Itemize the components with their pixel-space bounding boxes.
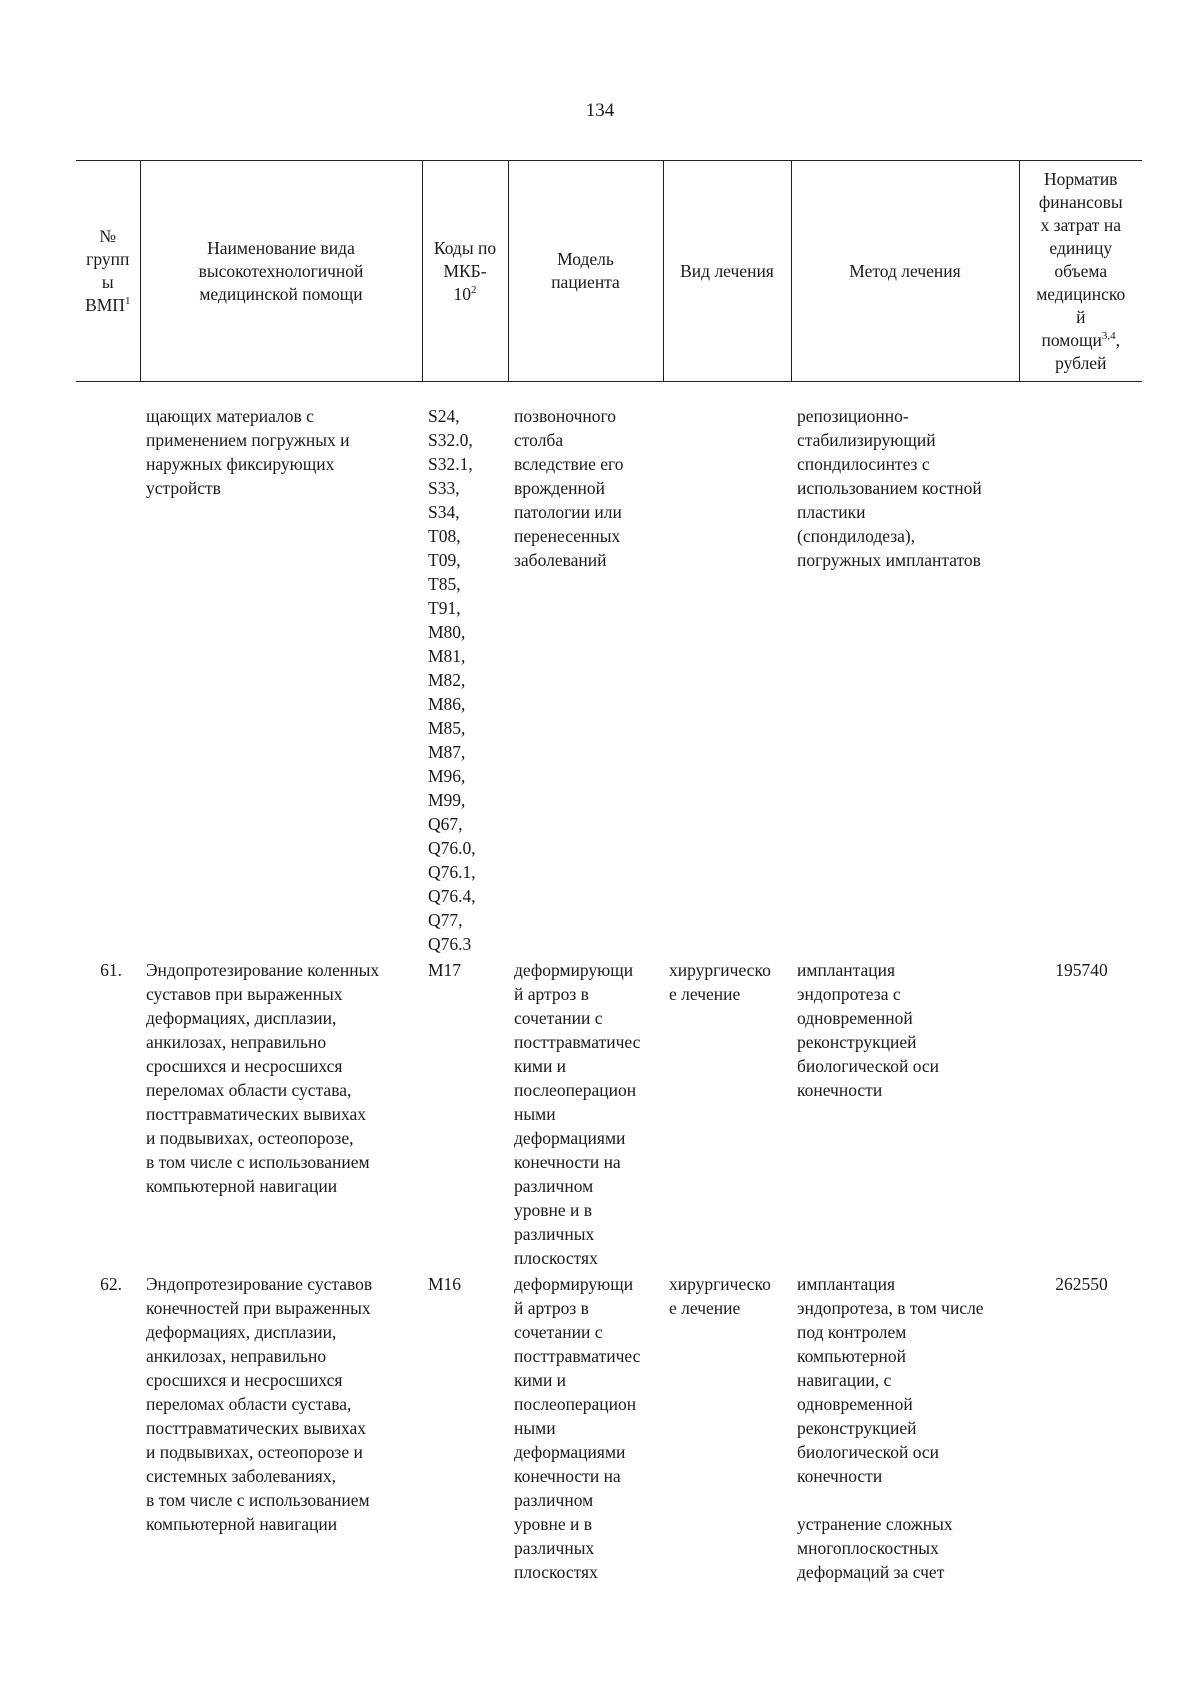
- treatment-method-line: эндопротеза, в том числе: [797, 1298, 984, 1318]
- treatment-type-cell: [663, 956, 791, 1270]
- patient-model-line: врожденной: [514, 478, 605, 498]
- icd-codes-line: S32.1,: [428, 454, 473, 474]
- patient-model-line: ными: [514, 1418, 556, 1438]
- icd-codes-line: M81,: [428, 646, 466, 666]
- care-type-name-cell: [140, 956, 422, 1270]
- icd-codes-line: T91,: [428, 598, 461, 618]
- icd-codes-line: S34,: [428, 502, 460, 522]
- footnote-mark: 2: [471, 283, 477, 296]
- icd-codes-cell: [422, 1270, 508, 1584]
- header-line: групп: [86, 249, 130, 269]
- care-type-name-line: деформациях, дисплазии,: [146, 1322, 337, 1342]
- header-line: й: [1076, 306, 1086, 327]
- care-type-name-line: анкилозах, неправильно: [146, 1346, 327, 1366]
- treatment-type-line: хирургическо: [669, 1274, 771, 1294]
- care-type-name-cell: [140, 382, 422, 957]
- patient-model-cell: [508, 382, 663, 957]
- treatment-method-line: использованием костной: [797, 478, 982, 498]
- treatment-method-line: эндопротеза с: [797, 984, 901, 1004]
- header-line: Модель: [557, 249, 614, 269]
- patient-model-line: ными: [514, 1104, 556, 1124]
- header-line: пациента: [551, 272, 620, 292]
- care-type-name-line: конечностей при выраженных: [146, 1298, 371, 1318]
- care-type-name-line: компьютерной навигации: [146, 1176, 338, 1196]
- header-line: ВМП$^1$: [85, 295, 131, 315]
- care-type-name-line: в том числе с использованием: [146, 1152, 370, 1172]
- icd-codes-line: M80,: [428, 622, 466, 642]
- treatment-method-line: реконструкцией: [797, 1032, 917, 1052]
- patient-model-line: различном: [514, 1176, 594, 1196]
- cost-standard-cell: [1019, 1270, 1142, 1584]
- header-line: Коды по: [433, 237, 497, 258]
- patient-model-line: заболеваний: [514, 550, 607, 570]
- care-type-name-line: и подвывихах, остеопорозе и: [146, 1442, 363, 1462]
- treatment-method-line: одновременной: [797, 1394, 913, 1414]
- treatment-method-line: спондилосинтез с: [797, 454, 930, 474]
- patient-model-line: различных: [514, 1224, 595, 1244]
- header-icd-codes: [422, 161, 508, 382]
- table-row: [76, 956, 1142, 1270]
- care-type-name-line: переломах области сустава,: [146, 1394, 352, 1414]
- patient-model-cell: [508, 956, 663, 1270]
- treatment-type-line: е лечение: [669, 1298, 741, 1318]
- care-type-name-line: сросшихся и несросшихся: [146, 1370, 343, 1390]
- icd-codes-line: M82,: [428, 670, 466, 690]
- patient-model-line: деформирующи: [514, 1274, 634, 1294]
- treatment-method-line: деформаций за счет: [797, 1562, 945, 1582]
- header-line: Наименование вида: [207, 237, 355, 258]
- cost-standard-value: 195740: [1055, 960, 1108, 980]
- table-row: [76, 382, 1142, 957]
- patient-model-line: уровне и в: [514, 1200, 593, 1220]
- patient-model-cell: [508, 1270, 663, 1584]
- treatment-method-line: реконструкцией: [797, 1418, 917, 1438]
- cost-standard-value: 262550: [1055, 1274, 1108, 1294]
- page-number: 134: [585, 100, 615, 121]
- header-line: высокотехнологичной: [198, 260, 364, 281]
- treatment-method-line: компьютерной: [797, 1346, 906, 1366]
- treatment-method-line: имплантация: [797, 960, 896, 980]
- patient-model-line: столба: [514, 430, 564, 450]
- care-type-name-line: посттравматических вывихах: [146, 1418, 367, 1438]
- treatment-method-line: навигации, с: [797, 1370, 892, 1390]
- treatment-type-cell: [663, 1270, 791, 1584]
- header-line: Метод лечения: [849, 260, 961, 281]
- icd-codes-line: M17: [428, 960, 462, 980]
- group-number-value: 62.: [100, 1274, 122, 1294]
- patient-model-line: перенесенных: [514, 526, 621, 546]
- group-number-cell: [76, 1270, 140, 1584]
- icd-codes-line: M99,: [428, 790, 466, 810]
- care-type-name-line: суставов при выраженных: [146, 984, 343, 1004]
- treatment-method-line: биологической оси: [797, 1056, 940, 1076]
- treatment-method-line: многоплоскостных: [797, 1538, 939, 1558]
- header-line: рублей: [1055, 352, 1107, 373]
- treatment-type-line: хирургическо: [669, 960, 771, 980]
- icd-codes-line: S24,: [428, 406, 460, 426]
- patient-model-line: конечности на: [514, 1466, 621, 1486]
- icd-codes-line: Q76.4,: [428, 886, 476, 906]
- icd-codes-line: Q76.0,: [428, 838, 476, 858]
- cost-standard-cell: [1019, 382, 1142, 957]
- care-type-name-line: устройств: [146, 478, 221, 498]
- treatment-method-line: погружных имплантатов: [797, 550, 981, 570]
- treatment-method-line: под контролем: [797, 1322, 907, 1342]
- header-treatment-method: [791, 161, 1019, 382]
- patient-model-line: конечности на: [514, 1152, 621, 1172]
- treatment-method-line: конечности: [797, 1080, 883, 1100]
- patient-model-line: сочетании с: [514, 1322, 603, 1342]
- table-header-row: [76, 161, 1142, 382]
- patient-model-line: послеоперацион: [514, 1080, 637, 1100]
- header-line: Норматив: [1044, 168, 1118, 189]
- icd-codes-line: T09,: [428, 550, 461, 570]
- header-line: объема: [1054, 260, 1108, 281]
- icd-codes-line: M96,: [428, 766, 466, 786]
- patient-model-line: плоскостях: [514, 1562, 598, 1582]
- header-line: Вид лечения: [680, 260, 774, 281]
- treatment-method-line: стабилизирующий: [797, 430, 936, 450]
- treatment-method-cell: [791, 382, 1019, 957]
- treatment-type-cell: [663, 382, 791, 957]
- icd-codes-line: S32.0,: [428, 430, 473, 450]
- treatment-method-line: одновременной: [797, 1008, 913, 1028]
- care-type-name-line: Эндопротезирование суставов: [146, 1274, 373, 1294]
- care-type-name-line: применением погружных и: [146, 430, 350, 450]
- header-line: единицу: [1049, 237, 1113, 258]
- treatment-type-line: е лечение: [669, 984, 741, 1004]
- care-type-name-line: посттравматических вывихах: [146, 1104, 367, 1124]
- patient-model-line: посттравматичес: [514, 1346, 641, 1366]
- treatment-method-cell: [791, 956, 1019, 1270]
- header-line: №: [99, 226, 117, 246]
- patient-model-line: деформациями: [514, 1128, 626, 1148]
- patient-model-line: деформирующи: [514, 960, 634, 980]
- patient-model-line: кими и: [514, 1056, 567, 1076]
- header-line: х затрат на: [1040, 214, 1121, 235]
- patient-model-line: кими и: [514, 1370, 567, 1390]
- treatment-method-line: пластики: [797, 502, 866, 522]
- header-patient-model: [508, 161, 663, 382]
- header-line: $10^2$: [453, 283, 477, 304]
- icd-codes-line: M85,: [428, 718, 466, 738]
- table-row: [76, 1270, 1142, 1584]
- patient-model-line: посттравматичес: [514, 1032, 641, 1052]
- icd-codes-line: M86,: [428, 694, 466, 714]
- treatment-method-line: устранение сложных: [797, 1514, 953, 1534]
- care-type-name-line: щающих материалов с: [146, 406, 314, 426]
- group-number-value: 61.: [100, 960, 122, 980]
- vmp-table: [76, 160, 1142, 1584]
- icd-codes-line: Q77,: [428, 910, 463, 930]
- header-line: МКБ-: [443, 260, 487, 281]
- treatment-method-cell: [791, 1270, 1019, 1584]
- care-type-name-line: и подвывихах, остеопорозе,: [146, 1128, 354, 1148]
- icd-codes-cell: [422, 382, 508, 957]
- care-type-name-line: наружных фиксирующих: [146, 454, 335, 474]
- treatment-method-line: репозиционно-: [797, 406, 909, 426]
- icd-codes-line: M16: [428, 1274, 462, 1294]
- icd-codes-line: M87,: [428, 742, 466, 762]
- care-type-name-line: системных заболеваниях,: [146, 1466, 336, 1486]
- icd-codes-line: T85,: [428, 574, 461, 594]
- footnote-mark: 1: [124, 295, 131, 308]
- patient-model-line: патологии или: [514, 502, 622, 522]
- care-type-name-line: переломах области сустава,: [146, 1080, 352, 1100]
- patient-model-line: уровне и в: [514, 1514, 593, 1534]
- header-treatment-type: [663, 161, 791, 382]
- header-care-type-name: [140, 161, 422, 382]
- treatment-method-line: (спондилодеза),: [797, 526, 916, 546]
- group-number-cell: [76, 956, 140, 1270]
- care-type-name-line: деформациях, дисплазии,: [146, 1008, 337, 1028]
- care-type-name-cell: [140, 1270, 422, 1584]
- care-type-name-line: компьютерной навигации: [146, 1514, 338, 1534]
- patient-model-line: сочетании с: [514, 1008, 603, 1028]
- patient-model-line: деформациями: [514, 1442, 626, 1462]
- patient-model-line: позвоночного: [514, 406, 616, 426]
- icd-codes-line: Q76.3: [428, 934, 472, 954]
- patient-model-line: вследствие его: [514, 454, 624, 474]
- treatment-method-line: конечности: [797, 1466, 883, 1486]
- group-number-cell: [76, 382, 140, 957]
- footnote-mark: 3,4: [1101, 329, 1116, 342]
- patient-model-line: плоскостях: [514, 1248, 598, 1268]
- header-group-number: [76, 161, 140, 382]
- icd-codes-cell: [422, 956, 508, 1270]
- header-line: медицинской помощи: [199, 283, 363, 304]
- treatment-method-line: имплантация: [797, 1274, 896, 1294]
- header-line: помощи$^{3,4}$,: [1041, 329, 1121, 350]
- icd-codes-line: S33,: [428, 478, 460, 498]
- care-type-name-line: анкилозах, неправильно: [146, 1032, 327, 1052]
- patient-model-line: й артроз в: [514, 984, 589, 1004]
- care-type-name-line: в том числе с использованием: [146, 1490, 370, 1510]
- header-line-tail: ,: [1115, 329, 1121, 350]
- header-line: ы: [101, 272, 114, 292]
- header-line: финансовы: [1038, 191, 1123, 212]
- icd-codes-line: T08,: [428, 526, 461, 546]
- header-line: медицинско: [1036, 283, 1126, 304]
- patient-model-line: различном: [514, 1490, 594, 1510]
- header-cost-standard: [1019, 161, 1142, 382]
- treatment-method-line: биологической оси: [797, 1442, 940, 1462]
- patient-model-line: послеоперацион: [514, 1394, 637, 1414]
- icd-codes-line: Q76.1,: [428, 862, 476, 882]
- icd-codes-line: Q67,: [428, 814, 463, 834]
- care-type-name-line: сросшихся и несросшихся: [146, 1056, 343, 1076]
- cost-standard-cell: [1019, 956, 1142, 1270]
- care-type-name-line: Эндопротезирование коленных: [146, 960, 380, 980]
- patient-model-line: й артроз в: [514, 1298, 589, 1318]
- patient-model-line: различных: [514, 1538, 595, 1558]
